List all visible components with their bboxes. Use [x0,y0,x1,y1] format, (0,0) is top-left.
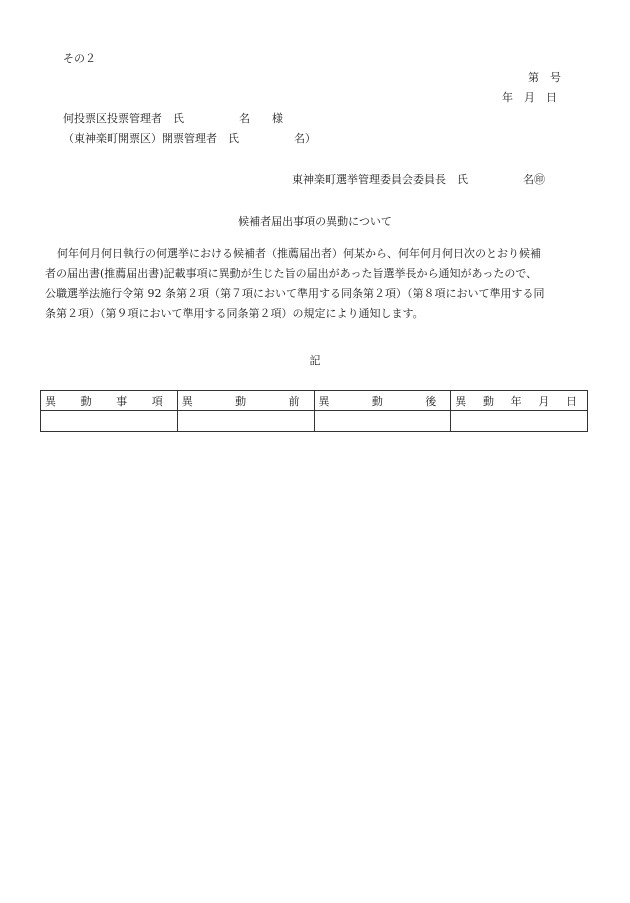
table-cell [177,411,314,432]
header-char: 事 [116,394,128,408]
addressee-voting-manager: 何投票区投票管理者 氏 名 様 [63,112,283,125]
table-row [41,411,588,432]
header-char: 後 [425,394,437,408]
header-char: 前 [288,394,300,408]
body-paragraph [45,244,587,324]
table-cell [314,411,451,432]
sender-line: 東神楽町選挙管理委員会委員長 氏 名㊞ [292,173,545,186]
document-number: 第 号 [528,71,561,84]
document-title: 候補者届出事項の異動について [238,215,392,228]
header-char: 動 [371,394,383,408]
header-char: 異 [318,394,330,408]
ki-heading: 記 [309,354,321,367]
addressee-counting-manager: （東神楽町開票区）開票管理者 氏 名） [63,132,316,145]
header-after-change [314,391,451,411]
header-change-item [41,391,178,411]
table-cell [451,411,588,432]
header-change-date [451,391,588,411]
header-char: 動 [482,394,494,408]
header-char: 月 [538,394,550,408]
table-cell [41,411,178,432]
body-line: 条第２項）（第９項において準用する同条第２項）の規定により通知します。 [45,307,424,320]
header-char: 年 [510,394,522,408]
body-line: 公職選挙法施行令第 92 条第２項（第７項において準用する同条第２項）（第８項において準用する同 [45,287,545,300]
header-char: 動 [235,394,247,408]
change-table [40,390,588,432]
body-line: 者の届出書(推薦届出書)記載事項に異動が生じた旨の届出があった旨選挙長から通知があったので、 [45,267,538,280]
header-char: 項 [151,394,163,408]
header-before-change [177,391,314,411]
header-char: 動 [80,394,92,408]
document-date: 年 月 日 [502,91,557,104]
header-char: 日 [566,394,577,408]
body-line: 何年何月何日執行の何選挙における候補者（推薦届出者）何某から、何年何月何日次のとおり候補 [57,247,541,260]
table-header-row [41,391,588,411]
form-number: その２ [63,52,96,65]
header-char: 異 [455,394,467,408]
header-char: 異 [181,394,193,408]
header-char: 異 [45,394,56,408]
